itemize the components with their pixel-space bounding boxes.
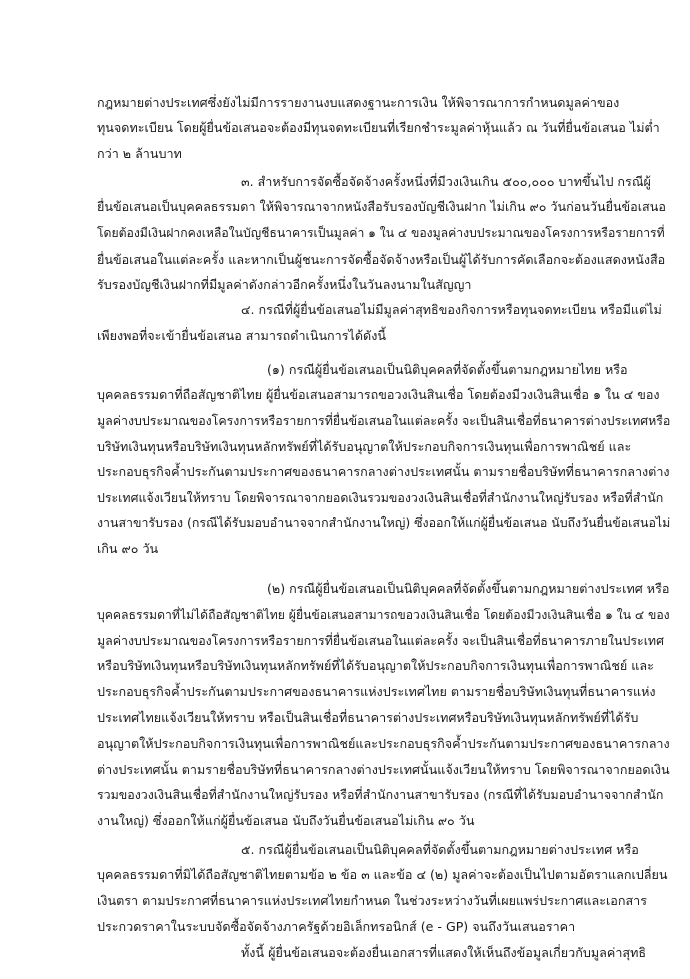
text-line: ประกวดราคาในระบบจัดซื้อจัดจ้างภาครัฐด้วยอิเล็กทรอนิกส์ (e - GP) จนถึงวันเสนอราคา [97,919,576,934]
text-line: (๑) กรณีผู้ยื่นข้อเสนอเป็นนิติบุคคลที่จัดตั้งขึ้นตามกฎหมายไทย หรือ [267,362,628,377]
text-line: บุคคลธรรมดาที่ไม่ได้ถือสัญชาติไทย ผู้ยื่นข้อเสนอสามารถขอวงเงินสินเชื่อ โดยต้องมีวงเงินสินเชื่อ ๑ ใน ๔ ของ [97,608,670,622]
text-line: งานใหญ่) ซึ่งออกให้แก่ผู้ยื่นข้อเสนอ นับถึงวันยื่นข้อเสนอไม่เกิน ๙๐ วัน [97,813,475,828]
text-line: ประเทศไทยแจ้งเวียนให้ทราบ หรือเป็นสินเชื่อที่ธนาคารต่างประเทศหรือบริษัทเงินทุนหลักทรัพย์ที่ได้รับ [97,710,639,725]
text-line: กฎหมายต่างประเทศซึ่งยังไม่มีการรายงานงบแสดงฐานะการเงิน ให้พิจารณาการกำหนดมูลค่าของ [97,95,620,110]
text-line: หรือบริษัทเงินทุนหรือบริษัทเงินทุนหลักทรัพย์ที่ได้รับอนุญาตให้ประกอบกิจการเงินทุนเพื่อการพาณิชย์ และ [97,658,654,673]
text-line: ทุนจดทะเบียน โดยผู้ยื่นข้อเสนอจะต้องมีทุนจดทะเบียนที่เรียกชำระมูลค่าหุ้นแล้ว ณ วันที่ยื่นข้อเสนอ ไม่ต่ำ [97,120,660,135]
text-line: ๕. กรณีผู้ยื่นข้อเสนอเป็นนิติบุคคลที่จัดตั้งขึ้นตามกฎหมายต่างประเทศ หรือ [241,842,639,857]
text-line: ประเทศแจ้งเวียนให้ทราบ โดยพิจารณาจากยอดเงินรวมของวงเงินสินเชื่อที่สำนักงานใหญ่รับรอง หรือที่สำนัก [97,490,664,505]
text-line: รับรองบัญชีเงินฝากที่มีมูลค่าดังกล่าวอีกครั้งหนึ่งในวันลงนามในสัญญา [97,277,472,292]
text-line: ยื่นข้อเสนอเป็นบุคคลธรรมดา ให้พิจารณาจากหนังสือรับรองบัญชีเงินฝาก ไม่เกิน ๙๐ วันก่อนวันยื่นข้อเสนอ [97,199,666,214]
text-line: บุคคลธรรมดาที่ถือสัญชาติไทย ผู้ยื่นข้อเสนอสามารถขอวงเงินสินเชื่อ โดยต้องมีวงเงินสินเชื่อ ๑ ใน ๔ ของ [97,387,660,402]
text-line: มูลค่างบประมาณของโครงการหรือรายการที่ยื่นข้อเสนอในแต่ละครั้ง จะเป็นสินเชื่อที่ธนาคารภายในประเทศ [97,633,664,648]
text-line: บุคคลธรรมดาที่มิได้ถือสัญชาติไทยตามข้อ ๒ ข้อ ๓ และข้อ ๔ (๒) มูลค่าจะต้องเป็นไปตามอัตราแลกเปลี่ยน [97,867,668,882]
text-line: เกิน ๙๐ วัน [97,541,159,556]
text-line: ๓. สำหรับการจัดซื้อจัดจ้างครั้งหนึ่งที่มีวงเงินเกิน ๕๐๐,๐๐๐ บาทขึ้นไป กรณีผู้ [241,174,651,189]
text-line: กว่า ๒ ล้านบาท [97,146,182,161]
text-line: เงินตรา ตามประกาศที่ธนาคารแห่งประเทศไทยกำหนด ในช่วงระหว่างวันที่เผยแพร่ประกาศและเอกสาร [97,893,647,908]
text-line: รวมของวงเงินสินเชื่อที่สำนักงานใหญ่รับรอง หรือที่สำนักงานสาขารับรอง (กรณีที่ได้รับมอบอำนาจจากสำนัก [97,787,664,802]
text-line: เพียงพอที่จะเข้ายื่นข้อเสนอ สามารถดำเนินการได้ดังนี้ [97,328,386,343]
text-line: โดยต้องมีเงินฝากคงเหลือในบัญชีธนาคารเป็นมูลค่า ๑ ใน ๔ ของมูลค่างบประมาณของโครงการหรือรายการที่ [97,226,665,240]
text-line: อนุญาตให้ประกอบกิจการเงินทุนเพื่อการพาณิชย์และประกอบธุรกิจค้ำประกันตามประกาศของธนาคารกลาง [97,736,670,751]
text-line: ๔. กรณีที่ผู้ยื่นข้อเสนอไม่มีมูลค่าสุทธิของกิจการหรือทุนจดทะเบียน หรือมีแต่ไม่ [241,302,662,317]
text-line: งานสาขารับรอง (กรณีได้รับมอบอำนาจจากสำนักงานใหญ่) ซึ่งออกให้แก่ผู้ยื่นข้อเสนอ นับถึงวันยื่นข้อเสนอไม่ [97,515,671,530]
text-line: (๒) กรณีผู้ยื่นข้อเสนอเป็นนิติบุคคลที่จัดตั้งขึ้นตามกฎหมายต่างประเทศ หรือ [267,581,670,596]
text-line: ประกอบธุรกิจค้ำประกันตามประกาศของธนาคารกลางต่างประเทศนั้น ตามรายชื่อบริษัทที่ธนาคารกลางต่าง [97,464,670,479]
text-line: ทั้งนี้ ผู้ยื่นข้อเสนอจะต้องยื่นเอกสารที่แสดงให้เห็นถึงข้อมูลเกี่ยวกับมูลค่าสุทธิ [241,945,647,960]
text-line: ประกอบธุรกิจค้ำประกันตามประกาศของธนาคารแห่งประเทศไทย ตามรายชื่อบริษัทเงินทุนที่ธนาคารแห่ง [97,684,656,699]
text-line: ยื่นข้อเสนอในแต่ละครั้ง และหากเป็นผู้ชนะการจัดซื้อจัดจ้างหรือเป็นผู้ได้รับการคัดเลือกจะต้องแสดงหนังสือ [97,252,666,267]
text-line: ต่างประเทศนั้น ตามรายชื่อบริษัทที่ธนาคารกลางต่างประเทศนั้นแจ้งเวียนให้ทราบ โดยพิจารณาจากยอดเงิน [97,762,670,777]
text-line: บริษัทเงินทุนหรือบริษัทเงินทุนหลักทรัพย์ที่ได้รับอนุญาตให้ประกอบกิจการเงินทุนเพื่อการพาณิชย์ และ [97,439,632,454]
text-line: มูลค่างบประมาณของโครงการหรือรายการที่ยื่นข้อเสนอในแต่ละครั้ง จะเป็นสินเชื่อที่ธนาคารต่างประเทศหรือ [97,413,671,428]
